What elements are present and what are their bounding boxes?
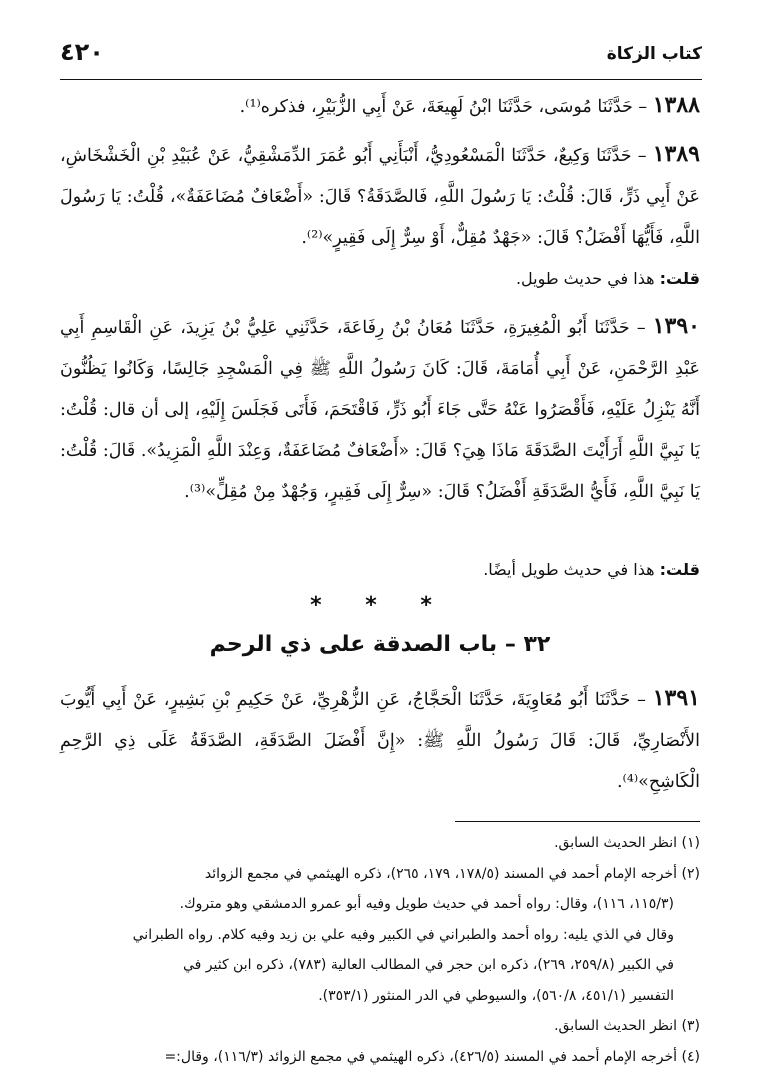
footnote-2: (٢) أخرجه الإمام أحمد في المسند (١٧٨/٥، ١٧٩، ٢٦٥)، ذكره الهيثمي في مجمع الزوائد (204, 865, 700, 882)
chapter-heading: ٣٢ – باب الصدقة على ذي الرحم (209, 632, 551, 657)
footnote-2-line: في الكبير (٢٥٩/٨، ٢٦٩)، ذكره ابن حجر في المطالب العالية (٧٨٣)، ذكره ابن كثير في (182, 957, 674, 973)
book-title: كتاب الزكاة (606, 44, 702, 64)
hadith-number: ١٣٨٩ (652, 141, 700, 167)
hadith-text: – حَدَّثَنَا وَكِيعٌ، حَدَّثَنَا الْمَسْعُودِيُّ، أَنْبَأَنِي أَبُو عُمَرَ الدِّمَشْقِيُّ، عَنْ عُبَيْدِ بْنِ الْخَشْخَاشِ، عَنْ أَبِي ذَرٍّ، قَالَ: قُلْتُ: يَا رَسُولَ اللَّهِ، فَالصَّدَقَةُ؟ قَالَ: «أَضْعَافٌ مُضَاعَفَةٌ»، قُلْتُ: يَا رَسُولَ اللَّهِ، فَأَيُّهَا أَفْضَلُ؟ قَالَ: «جَهْدٌ مُقِلٌّ، أَوْ سِرٌّ إِلَى فَقِيرٍ»⁽²⁾. (60, 146, 700, 248)
note-1390 (60, 549, 700, 590)
note-text: هذا في حديث طويل أيضًا. (483, 560, 660, 579)
hadith-1388 (60, 85, 700, 128)
hadith-number: ١٣٨٨ (652, 92, 700, 118)
note-label: قلت: (659, 269, 700, 288)
footnote-divider (455, 821, 700, 822)
hadith-number: ١٣٩٠ (652, 313, 700, 339)
footnote-2-line: التفسير (٤٥١/١، ٥٦٠/٨)، والسيوطي في الدر المنثور (٣٥٣/١). (318, 987, 674, 1004)
footnote-4: (٤) أخرجه الإمام أحمد في المسند (٤٢٦/٥)، ذكره الهيثمي في مجمع الزوائد (١١٦/٣)، وقال:= (164, 1048, 700, 1065)
hadith-1389 (60, 134, 700, 259)
hadith-text: – حَدَّثَنَا أَبُو الْمُغِيرَةِ، حَدَّثَنَا مُعَانُ بْنُ رِفَاعَةَ، حَدَّثَنِي عَلِيُّ بْنُ يَزِيدَ، عَنِ الْقَاسِمِ أَبِي عَبْدِ الرَّحْمَنِ، عَنْ أَبِي أُمَامَةَ، قَالَ: كَانَ رَسُولُ اللَّهِ ﷺ فِي الْمَسْجِدِ جَالِسًا، وَكَانُوا يَظُنُّونَ أَنَّهُ يَنْزِلُ عَلَيْهِ، فَأَقْصَرُوا عَنْهُ حَتَّى جَاءَ أَبُو ذَرٍّ، فَاقْتَحَمَ، فَأَتَى فَجَلَسَ إِلَيْهِ، إلى أن قال: قُلْتُ: يَا نَبِيَّ اللَّهِ أَرَأَيْتَ الصَّدَقَةَ مَاذَا هِيَ؟ قَالَ: «أَضْعَافٌ مُضَاعَفَةٌ، وَعِنْدَ اللَّهِ الْمَزِيدُ». قَالَ: قُلْتُ: يَا نَبِيَّ اللَّهِ، فَأَيُّ الصَّدَقَةِ أَفْضَلُ؟ قَالَ: «سِرٌّ إِلَى فَقِيرٍ، وَجُهْدٌ مِنْ مُقِلٍّ»⁽³⁾. (60, 318, 700, 502)
hadith-number: ١٣٩١ (652, 685, 700, 711)
footnote-1: (١) انظر الحديث السابق. (554, 835, 700, 851)
hadith-text: – حَدَّثَنَا أَبُو مُعَاوِيَةَ، حَدَّثَنَا الْحَجَّاجُ، عَنِ الزُّهْرِيِّ، عَنْ حَكِيمِ بْنِ بَشِيرٍ، عَنْ أَبِي أَيُّوبَ الأَنْصَارِيِّ، قَالَ: قَالَ رَسُولُ اللَّهِ ﷺ: «إِنَّ أَفْضَلَ الصَّدَقَةِ، الصَّدَقَةُ عَلَى ذِي الرَّحِمِ الْكَاشِحِ»⁽⁴⁾. (60, 690, 700, 792)
note-label: قلت: (659, 560, 700, 579)
hadith-1391 (60, 678, 700, 803)
footnote-2-line: وقال في الذي يليه: رواه أحمد والطبراني في الكبير وفيه علي بن زيد وفيه كلام. رواه الطبراني (132, 926, 674, 943)
section-separator: * * * (310, 593, 450, 618)
hadith-text: – حَدَّثَنَا مُوسَى، حَدَّثَنَا ابْنُ لَهِيعَةَ، عَنْ أَبِي الزُّبَيْرِ، فذكره⁽¹⁾. (239, 97, 653, 117)
footnotes (60, 828, 700, 1072)
page-number: ٤٢٠ (60, 38, 104, 66)
footnote-2-line: (١١٥/٣، ١١٦)، وقال: رواه أحمد في حديث طويل وفيه أبو عمرو الدمشقي وهو متروك. (179, 896, 674, 912)
hadith-1390 (60, 306, 700, 513)
page-header (60, 36, 702, 76)
header-divider (60, 79, 702, 80)
footnote-3: (٣) انظر الحديث السابق. (554, 1018, 700, 1034)
note-1389 (60, 258, 700, 299)
note-text: هذا في حديث طويل. (515, 269, 660, 288)
